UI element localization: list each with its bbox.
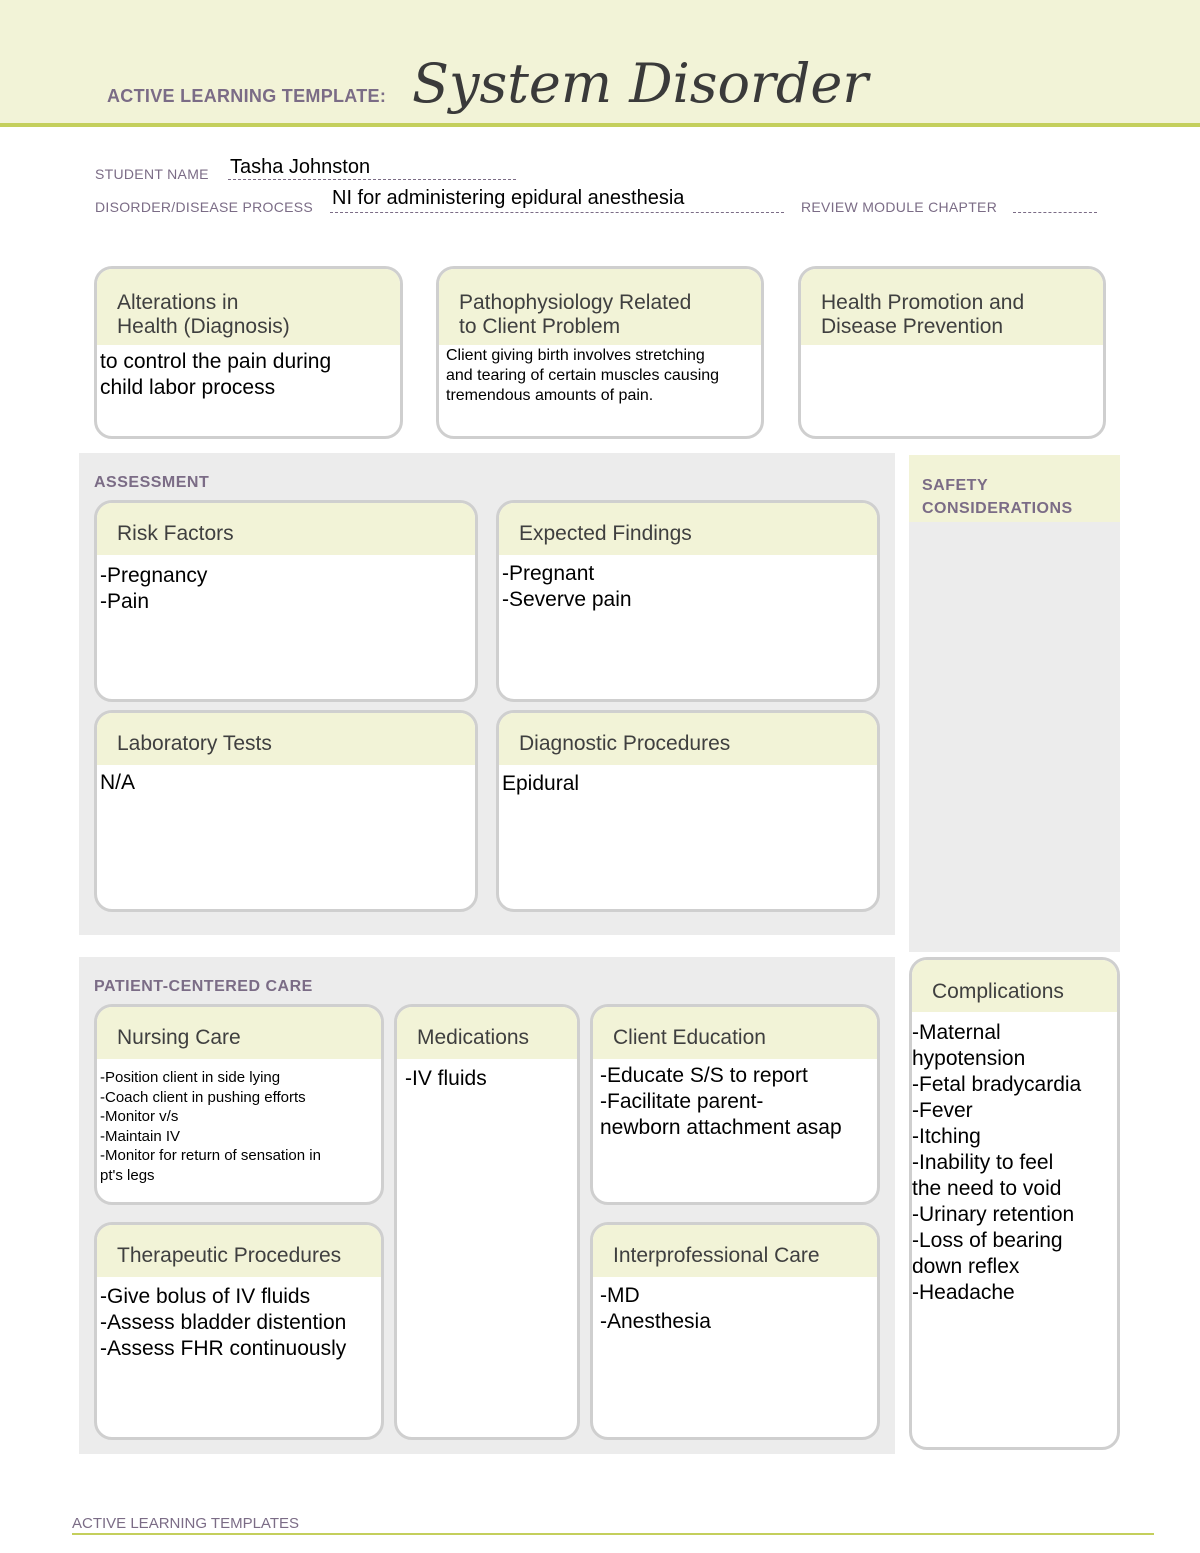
medications-body[interactable]: -IV fluids: [405, 1067, 487, 1090]
pathophysiology-title: Pathophysiology Related to Client Problem: [439, 269, 761, 345]
therapeutic-procedures-box: [94, 1222, 384, 1440]
expected-findings-box: [496, 500, 880, 702]
health-promotion-title: Health Promotion and Disease Prevention: [801, 269, 1103, 345]
laboratory-tests-title: Laboratory Tests: [97, 713, 475, 765]
therapeutic-procedures-title: Therapeutic Procedures: [97, 1225, 381, 1277]
diagnostic-procedures-box: [496, 710, 880, 912]
patient-care-title: PATIENT-CENTERED CARE: [94, 978, 313, 995]
footer-divider: [72, 1533, 1154, 1535]
complications-box: [909, 957, 1120, 1450]
nursing-care-title: Nursing Care: [97, 1007, 381, 1059]
nursing-care-body[interactable]: -Position client in side lying -Coach client in pushing efforts -Monitor v/s -Maintain IV -Monitor for return of sensation in pt's legs: [100, 1069, 321, 1184]
disorder-underline: [330, 212, 784, 213]
nursing-care-box: [94, 1004, 384, 1205]
page-title: System Disorder: [412, 52, 869, 115]
disorder-value[interactable]: NI for administering epidural anesthesia: [332, 187, 685, 209]
student-name-underline: [228, 179, 516, 180]
expected-findings-body[interactable]: -Pregnant -Severve pain: [502, 562, 632, 611]
pathophysiology-body[interactable]: Client giving birth involves stretching and tearing of certain muscles causing tremendous amounts of pain.: [446, 347, 720, 404]
expected-findings-title: Expected Findings: [499, 503, 877, 555]
alterations-body[interactable]: to control the pain during child labor process: [100, 350, 332, 399]
safety-panel[interactable]: [909, 455, 1120, 952]
disorder-label: DISORDER/DISEASE PROCESS: [95, 199, 314, 215]
client-education-title: Client Education: [593, 1007, 877, 1059]
health-promotion-box: [798, 266, 1106, 439]
laboratory-tests-box: [94, 710, 478, 912]
student-name-value[interactable]: Tasha Johnston: [230, 156, 371, 178]
assessment-title: ASSESSMENT: [94, 474, 210, 491]
medications-title: Medications: [397, 1007, 577, 1059]
interprofessional-care-title: Interprofessional Care: [593, 1225, 877, 1277]
interprofessional-care-body[interactable]: -MD -Anesthesia: [600, 1284, 711, 1333]
complications-body[interactable]: -Maternal hypotension -Fetal bradycardia -Fever -Itching -Inability to feel the need to void -Urinary retention -Loss of bearing down reflex -Headache: [912, 1021, 1082, 1304]
client-education-box: [590, 1004, 880, 1205]
laboratory-tests-body[interactable]: N/A: [100, 771, 136, 794]
client-education-body[interactable]: -Educate S/S to report -Facilitate parent- newborn attachment asap: [600, 1064, 842, 1139]
risk-factors-title: Risk Factors: [97, 503, 475, 555]
header-divider: [0, 123, 1200, 127]
student-name-label: STUDENT NAME: [95, 166, 209, 182]
alterations-box: [94, 266, 403, 439]
risk-factors-box: [94, 500, 478, 702]
risk-factors-body[interactable]: -Pregnancy -Pain: [100, 564, 208, 613]
complications-title: Complications: [912, 960, 1117, 1012]
template-label: ACTIVE LEARNING TEMPLATE:: [107, 86, 387, 106]
interprofessional-care-box: [590, 1222, 880, 1440]
review-module-underline[interactable]: [1013, 212, 1097, 213]
diagnostic-procedures-body[interactable]: Epidural: [502, 772, 580, 795]
safety-title: SAFETY CONSIDERATIONS: [922, 477, 1073, 517]
review-module-label: REVIEW MODULE CHAPTER: [801, 199, 998, 215]
footer-label: ACTIVE LEARNING TEMPLATES: [72, 1515, 299, 1532]
therapeutic-procedures-body[interactable]: -Give bolus of IV fluids -Assess bladder distention -Assess FHR continuously: [100, 1285, 347, 1360]
pathophysiology-box: [436, 266, 764, 439]
medications-box: [394, 1004, 580, 1440]
diagnostic-procedures-title: Diagnostic Procedures: [499, 713, 877, 765]
alterations-title: Alterations in Health (Diagnosis): [97, 269, 400, 345]
